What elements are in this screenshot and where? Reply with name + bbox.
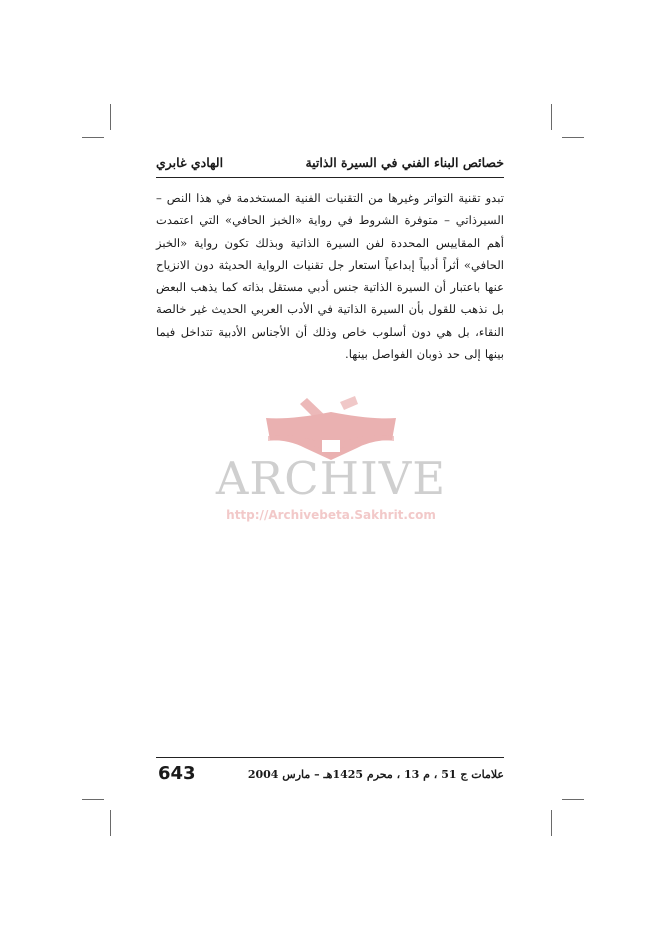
footer-rule: [156, 757, 504, 758]
journal-citation: علامات ج 51 ، م 13 ، محرم 1425هـ – مارس 2004: [247, 768, 504, 781]
watermark-url: http://Archivebeta.Sakhrit.com: [226, 508, 436, 522]
page-number: 643: [158, 763, 196, 784]
article-title: خصائص البناء الفني في السيرة الذاتية: [305, 155, 504, 170]
watermark-archive-word: ARCHIVE: [215, 452, 447, 505]
author-name: الهادي غابري: [156, 155, 224, 170]
body-paragraph: تبدو تقنية التواتر وغيرها من التقنيات الفنية المستخدمة في هذا النص – السيرذاتي – متوفرة الشروط في رواية «الخبز الحافي» التي اعتمدت أهم المقاييس المحددة لفن السيرة الذاتية وبذلك تكون رواية «الخبز الحافي» أثراً أدبياً إبداعياً استعار جل تقنيات الرواية الحديثة دون الانزياح عنها باعتبار أن السيرة الذاتية جنس أدبي مستقل بذاته كما يذهب البعض بل نذهب للقول بأن السيرة الذاتية في الأدب العربي الحديث غير خالصة النقاء، بل هي دون أسلوب خاص وذلك أن الأجناس الأدبية تتداخل فيما بينها إلى حد ذوبان الفواصل بينها.: [156, 191, 504, 362]
